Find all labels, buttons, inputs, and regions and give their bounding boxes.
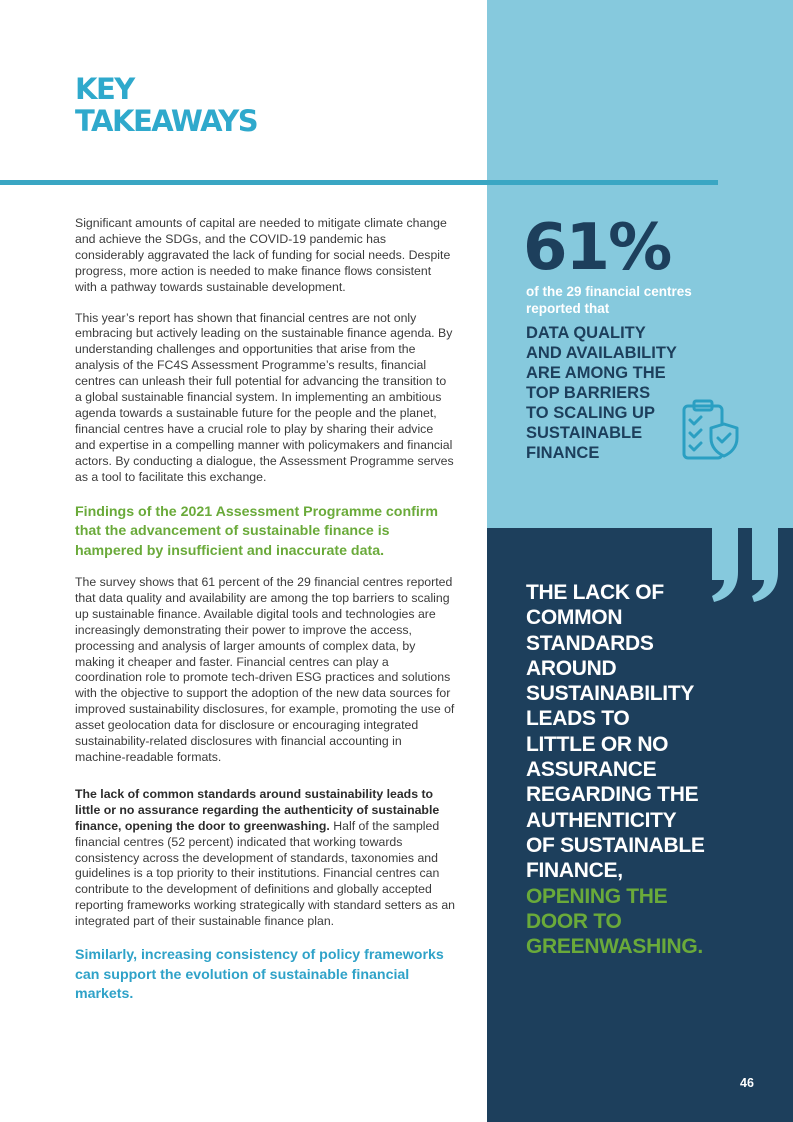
page-number: 46 bbox=[740, 1076, 754, 1090]
clipboard-check-shield-icon bbox=[681, 398, 741, 462]
quote-line: SUSTAINABILITY bbox=[526, 682, 695, 706]
quote-line: LEADS TO bbox=[526, 707, 630, 731]
quote-line: REGARDING THE bbox=[526, 783, 699, 807]
stat-value: 61% bbox=[523, 211, 671, 285]
stat-line: SUSTAINABLE bbox=[526, 424, 643, 442]
stat-line: DATA QUALITY bbox=[526, 324, 646, 342]
paragraph-standards-lead: The lack of common standards around sustainability leads to little or no assurance regarding the authenticity of sustainable finance, opening the door to greenwashing. bbox=[75, 786, 440, 833]
pull-quote bbox=[526, 580, 786, 959]
highlight-frameworks: Similarly, increasing consistency of policy frameworks can support the evolution of sustainable financial markets. bbox=[75, 947, 444, 1003]
stat-line: FINANCE bbox=[526, 444, 600, 462]
page-title bbox=[75, 73, 257, 137]
paragraph-survey: The survey shows that 61 percent of the 29 financial centres reported that data quality and availability are among the top barriers to scaling up sustainable finance. Available digital tools and technologies are increasingly demonstrating their power to improve the access, processing and analysis of larger amounts of complex data, by making it cheaper and faster. Financial centres can play a coordination role to promote tech-driven ESG practices and solutions with the objective to support the adoption of the new data sources for improved sustainability disclosures, for example, promoting the use of asset geolocation data for disclosure or encouraging integrated sustainability-related disclosures with financial accounting in machine-readable formats. bbox=[75, 575, 455, 764]
quote-line: OF SUSTAINABLE bbox=[526, 833, 705, 857]
paragraph-standards-rest: Half of the sampled financial centres (52 percent) indicated that working towards consistency across the development of standards, taxonomies and guidelines is a top priority to their institutions. Financial centres can contribute to the development of definitions and globally accepted reporting frameworks working strategically with standard setters as an integrated part of their sustainable finance plan. bbox=[75, 818, 455, 929]
quote-line-highlight: DOOR TO bbox=[526, 909, 622, 933]
quote-line: FINANCE, bbox=[526, 859, 623, 883]
quote-line-highlight: OPENING THE bbox=[526, 884, 668, 908]
quote-line: COMMON bbox=[526, 606, 623, 630]
quote-line: LITTLE OR NO bbox=[526, 732, 669, 756]
title-divider bbox=[0, 180, 718, 185]
stat-subtitle: of the 29 financial centres reported that bbox=[526, 284, 692, 316]
stat-line: TO SCALING UP bbox=[526, 404, 655, 422]
paragraph-intro: Significant amounts of capital are needed to mitigate climate change and achieve the SDGs, and the COVID-19 pandemic has considerably aggravated the lack of funding for social needs. Despite progress, more action is needed to make finance flows consistent with a pathway towards sustainable development. bbox=[75, 216, 451, 294]
body-column bbox=[75, 216, 455, 1005]
title-line-2: TAKEAWAYS bbox=[75, 104, 258, 138]
quote-line: STANDARDS bbox=[526, 631, 654, 655]
paragraph-report: This year’s report has shown that financial centres are not only embracing but actively leading on the sustainable finance agenda. By understanding challenges and opportunities that arise from the analysis of the FC4S Assessment Programme’s results, financial centres can unleash their full potential for advancing the transition to a global sustainable financial system. In implementing an ambitious agenda towards a sustainable future for the people and the planet, financial centres have a crucial role to play by sharing their advice and expertise in a compelling manner with policymakers and financial actors. By conducting a dialogue, the Assessment Programme serves as a tool to facilitate this exchange. bbox=[75, 310, 454, 484]
paragraph-standards bbox=[75, 787, 455, 930]
stat-line: AND AVAILABILITY bbox=[526, 344, 677, 362]
quote-line-highlight: GREENWASHING. bbox=[526, 935, 703, 959]
stat-line: ARE AMONG THE bbox=[526, 364, 666, 382]
title-line-1: KEY bbox=[75, 72, 134, 106]
quote-line: ASSURANCE bbox=[526, 758, 657, 782]
quote-line: AROUND bbox=[526, 656, 617, 680]
quote-line: THE LACK OF bbox=[526, 581, 664, 604]
highlight-findings: Findings of the 2021 Assessment Programme confirm that the advancement of sustainable finance is hampered by insufficient and inaccurate data. bbox=[75, 503, 438, 559]
quote-line: AUTHENTICITY bbox=[526, 808, 677, 832]
stat-line: TOP BARRIERS bbox=[526, 384, 651, 402]
